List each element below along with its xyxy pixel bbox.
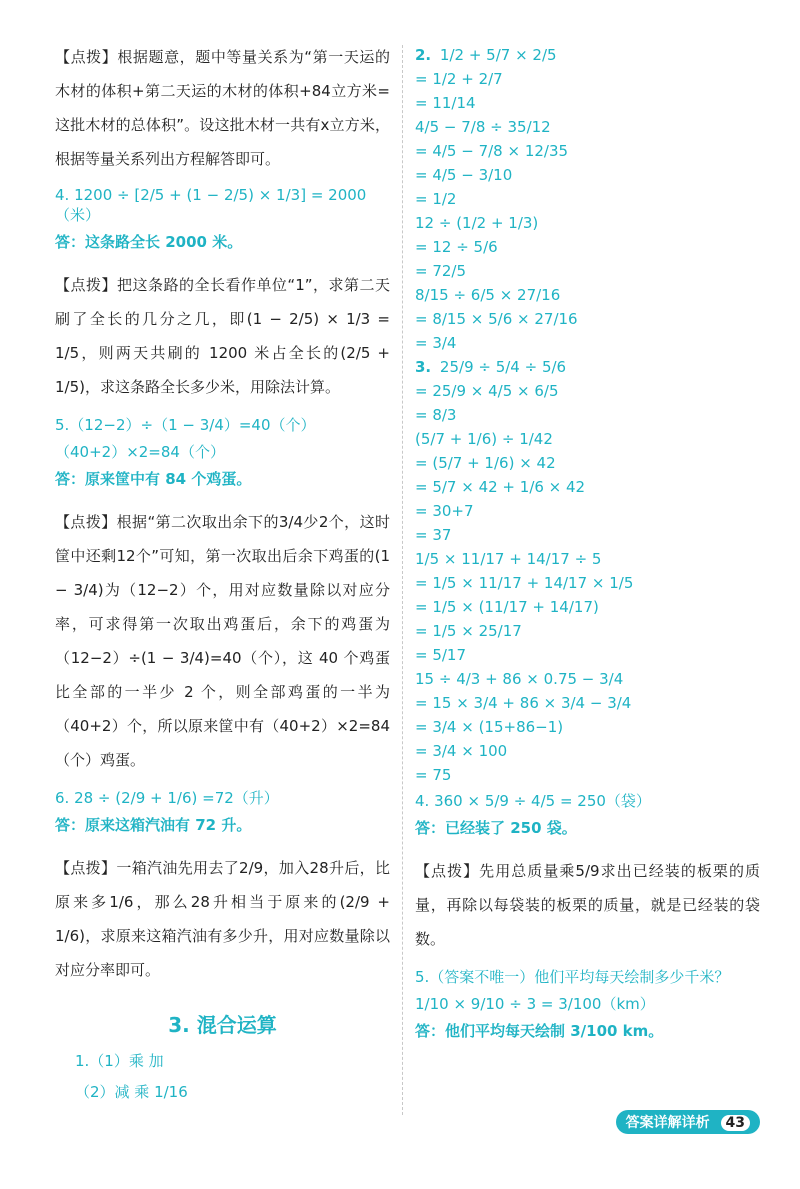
calc-line: 1/5 × 11/17 + 14/17 ÷ 5 bbox=[415, 550, 602, 568]
answer-line: 1.（1）乘 加 bbox=[75, 1052, 164, 1070]
calc-line: = 30+7 bbox=[415, 502, 474, 520]
calc-line: = 1/2 + 2/7 bbox=[415, 70, 503, 88]
left-column bbox=[55, 40, 390, 1112]
calc-line: = 3/4 bbox=[415, 334, 457, 352]
calc-line: = 1/5 × 25/17 bbox=[415, 622, 522, 640]
question-2 bbox=[415, 46, 760, 64]
calc-line: 8/15 ÷ 6/5 × 27/16 bbox=[415, 286, 561, 304]
calc-line: = 1/2 bbox=[415, 190, 457, 208]
answer-line: 5.（12−2）÷（1 − 3/4）=40（个） bbox=[55, 416, 316, 434]
calc-line: = 3/4 × (15+86−1) bbox=[415, 718, 564, 736]
tip-text: 【点拨】先用总质量乘5/9求出已经装的板栗的质量，再除以每袋装的板栗的质量，就是已经装的袋数。 bbox=[415, 862, 760, 948]
calc-line: 1/2 + 5/7 × 2/5 bbox=[439, 46, 557, 64]
calc-line: = 5/7 × 42 + 1/6 × 42 bbox=[415, 478, 586, 496]
section-title: 3. 混合运算 bbox=[168, 1013, 277, 1037]
calc-line: = 4/5 − 7/8 × 12/35 bbox=[415, 142, 569, 160]
answer-line: 1/10 × 9/10 ÷ 3 = 3/100（km） bbox=[415, 995, 655, 1013]
answer-line: （2）减 乘 1/16 bbox=[75, 1083, 188, 1101]
answer-text: 答：这条路全长 2000 米。 bbox=[55, 233, 243, 251]
calc-line: = 8/15 × 5/6 × 27/16 bbox=[415, 310, 578, 328]
answer-text: 答：已经装了 250 袋。 bbox=[415, 819, 577, 837]
calc-line: = 12 ÷ 5/6 bbox=[415, 238, 498, 256]
page-number: 43 bbox=[721, 1115, 750, 1131]
calc-line: = 1/5 × 11/17 + 14/17 × 1/5 bbox=[415, 574, 634, 592]
tip-text: 【点拨】根据“第二次取出余下的3/4少2个，这时筐中还剩12个”可知，第一次取出后余下鸡蛋的(1 − 3/4)为（12−2）个，用对应数量除以对应分率，可求得第一次取出鸡蛋后，余下的鸡蛋为（12−2）÷(1 − 3/4)=40（个），这 40 个鸡蛋比全部的一半少 2 个，则全部鸡蛋的一半为（40+2）个，所以原来筐中有（40+2）×2=84（个）鸡蛋。 bbox=[55, 513, 390, 769]
calc-line: = 8/3 bbox=[415, 406, 457, 424]
tip-text: 【点拨】一箱汽油先用去了2/9，加入28升后，比原来多1/6，那么28升相当于原来的(2/9 + 1/6)，求原来这箱汽油有多少升，用对应数量除以对应分率即可。 bbox=[55, 859, 390, 979]
calc-line: = 4/5 − 3/10 bbox=[415, 166, 513, 184]
calc-line: = (5/7 + 1/6) × 42 bbox=[415, 454, 556, 472]
calc-line: = 11/14 bbox=[415, 94, 476, 112]
calc-line: = 25/9 × 4/5 × 6/5 bbox=[415, 382, 559, 400]
calc-line: = 75 bbox=[415, 766, 452, 784]
answer-line: 5.（答案不唯一）他们平均每天绘制多少千米？ bbox=[415, 968, 730, 986]
answer-line: 6. 28 ÷ (2/9 + 1/6) =72（升） bbox=[55, 789, 279, 807]
footer-label: 答案详解详析 bbox=[625, 1115, 710, 1131]
calc-line: (5/7 + 1/6) ÷ 1/42 bbox=[415, 430, 553, 448]
question-number: 3. bbox=[415, 358, 432, 376]
right-column bbox=[415, 40, 760, 1057]
calc-line: 15 ÷ 4/3 + 86 × 0.75 − 3/4 bbox=[415, 670, 624, 688]
calc-line: = 37 bbox=[415, 526, 452, 544]
answer-line: 4. 1200 ÷ [2/5 + (1 − 2/5) × 1/3] = 2000（米） bbox=[55, 186, 367, 224]
answer-line: 4. 360 × 5/9 ÷ 4/5 = 250（袋） bbox=[415, 792, 651, 810]
calc-line: = 1/5 × (11/17 + 14/17) bbox=[415, 598, 599, 616]
tip-text: 【点拨】把这条路的全长看作单位“1”，求第二天刷了全长的几分之几，即(1 − 2/5) × 1/3 = 1/5，则两天共刷的 1200 米占全长的(2/5 + 1/5)，求这条路全长多少米，用除法计算。 bbox=[55, 276, 390, 396]
calc-line: = 72/5 bbox=[415, 262, 467, 280]
calc-line: 25/9 ÷ 5/4 ÷ 5/6 bbox=[439, 358, 567, 376]
calc-line: 4/5 − 7/8 ÷ 35/12 bbox=[415, 118, 551, 136]
page-footer-badge bbox=[616, 1110, 760, 1134]
tip-text: 【点拨】根据题意，题中等量关系为“第一天运的木材的体积+第二天运的木材的体积+84立方米=这批木材的总体积”。设这批木材一共有x立方米，根据等量关系列出方程解答即可。 bbox=[55, 48, 390, 168]
calc-line: 12 ÷ (1/2 + 1/3) bbox=[415, 214, 539, 232]
question-number: 2. bbox=[415, 46, 432, 64]
answer-line: （40+2）×2=84（个） bbox=[55, 443, 225, 461]
question-3 bbox=[415, 358, 760, 376]
answer-text: 答：原来这箱汽油有 72 升。 bbox=[55, 816, 252, 834]
calc-line: = 15 × 3/4 + 86 × 3/4 − 3/4 bbox=[415, 694, 632, 712]
answer-text: 答：原来筐中有 84 个鸡蛋。 bbox=[55, 470, 252, 488]
calc-line: = 5/17 bbox=[415, 646, 467, 664]
answer-text: 答：他们平均每天绘制 3/100 km。 bbox=[415, 1022, 664, 1040]
calc-line: = 3/4 × 100 bbox=[415, 742, 508, 760]
column-divider bbox=[402, 45, 403, 1115]
